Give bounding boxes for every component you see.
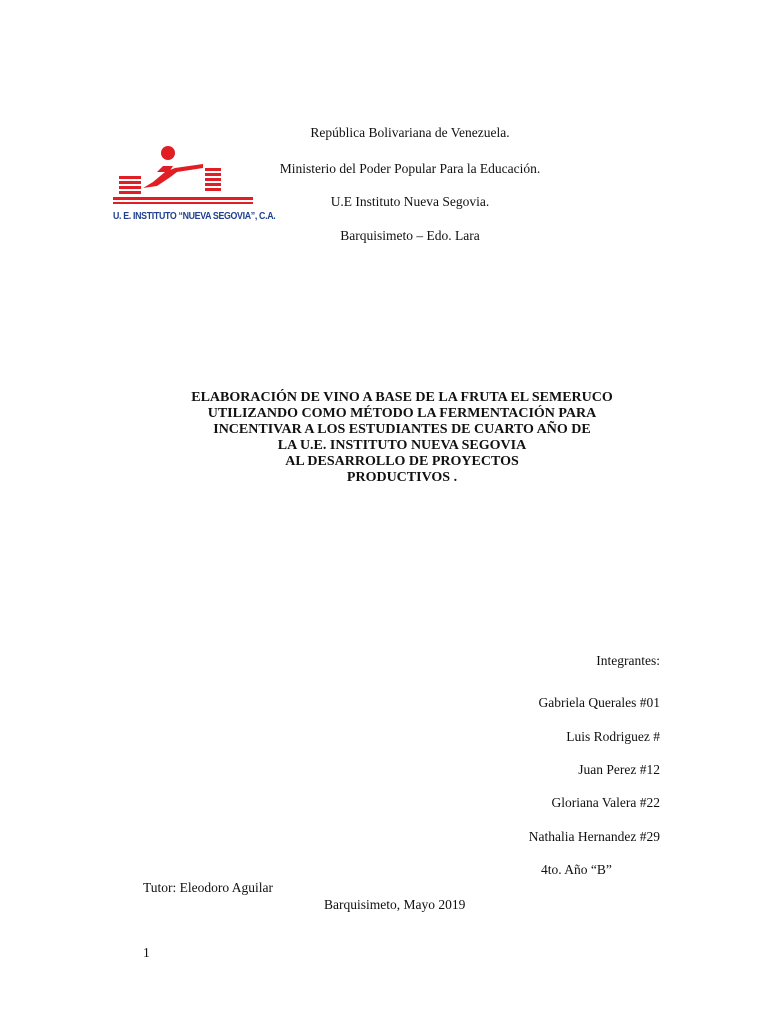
title-line: PRODUCTIVOS . — [346, 470, 458, 485]
page-number: 1 — [143, 945, 150, 960]
title-line: INCENTIVAR A LOS ESTUDIANTES DE CUARTO AÑO DE — [213, 422, 591, 437]
place-date: Barquisimeto, Mayo 2019 — [324, 897, 466, 912]
member-item: Gabriela Querales #01 — [538, 695, 660, 710]
title-line: ELABORACIÓN DE VINO A BASE DE LA FRUTA EL SEMERUCO — [191, 390, 613, 405]
school-logo — [113, 142, 276, 224]
member-item: Gloriana Valera #22 — [551, 795, 660, 810]
title-line: UTILIZANDO COMO MÉTODO LA FERMENTACIÓN PARA — [207, 406, 597, 421]
header-ministry: Ministerio del Poder Popular Para la Educación. — [279, 161, 541, 176]
header-republic: República Bolivariana de Venezuela. — [310, 125, 510, 140]
grade-label: 4to. Año “B” — [541, 862, 612, 877]
members-heading: Integrantes: — [596, 653, 660, 668]
member-item: Juan Perez #12 — [578, 762, 660, 777]
document-title — [0, 390, 768, 486]
member-item: Luis Rodriguez # — [566, 729, 660, 744]
header-school: U.E Instituto Nueva Segovia. — [330, 194, 490, 209]
tutor-label: Tutor: Eleodoro Aguilar — [143, 880, 273, 895]
logo-caption: U. E. INSTITUTO “NUEVA SEGOVIA”, C.A. — [113, 210, 276, 222]
header-city: Barquisimeto – Edo. Lara — [340, 228, 480, 243]
member-item: Nathalia Hernandez #29 — [528, 829, 660, 844]
title-line: LA U.E. INSTITUTO NUEVA SEGOVIA — [277, 438, 527, 453]
title-line: AL DESARROLLO DE PROYECTOS — [285, 454, 519, 469]
